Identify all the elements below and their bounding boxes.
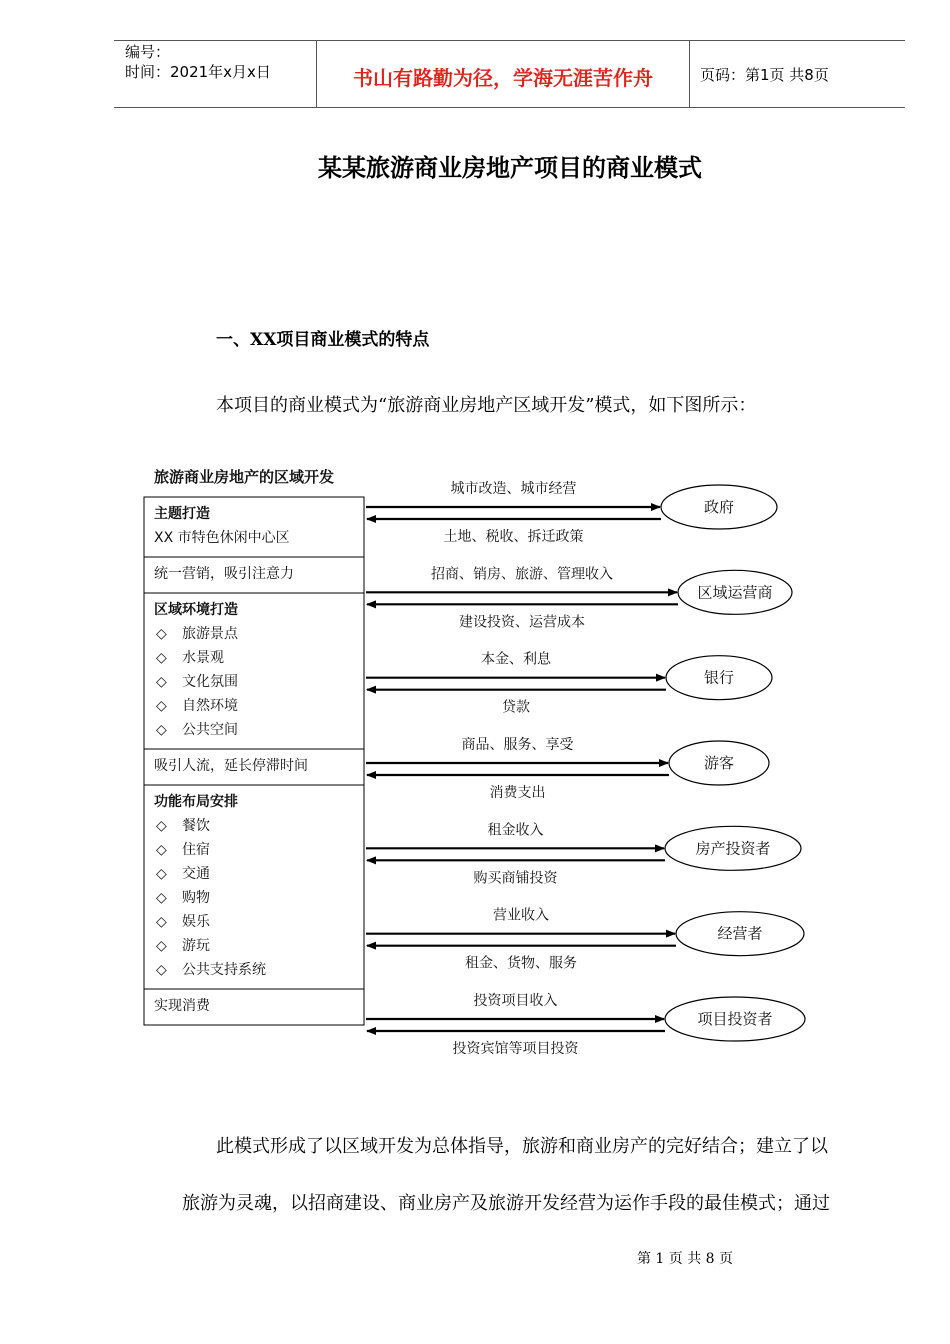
- party-group: [366, 907, 804, 972]
- page-info: 页码：第1页 共8页: [700, 66, 829, 84]
- left-box: [144, 497, 364, 1025]
- document-title: 某某旅游商业房地产项目的商业模式: [318, 153, 702, 182]
- box-section-heading: 区域环境打造: [154, 602, 238, 618]
- doc-date-label: 时间：2021年x月x日: [125, 63, 271, 81]
- party-group: [366, 480, 777, 545]
- party-name: 房产投资者: [695, 839, 771, 858]
- box-item: 餐饮: [182, 818, 210, 834]
- party-group: [366, 736, 769, 801]
- box-item: 公共空间: [182, 722, 238, 738]
- diamond-bullet-icon: ◇: [156, 842, 167, 858]
- box-item: 公共支持系统: [182, 962, 266, 978]
- party-name: 经营者: [717, 924, 763, 943]
- box-item: 旅游景点: [182, 626, 238, 642]
- party-name: 区域运营商: [697, 583, 773, 602]
- box-item: 购物: [182, 890, 210, 906]
- relations: [366, 480, 805, 1057]
- box-section-heading: 主题打造: [154, 506, 210, 522]
- party-name: 政府: [703, 498, 735, 516]
- outgoing-flow-label: 投资项目收入: [473, 993, 558, 1009]
- party-group: [366, 821, 801, 886]
- party-group: [366, 992, 805, 1057]
- diamond-bullet-icon: ◇: [156, 722, 167, 738]
- incoming-flow-label: 建设投资、运营成本: [459, 614, 585, 631]
- intro-paragraph: 本项目的商业模式为“旅游商业房地产区域开发”模式，如下图所示：: [216, 395, 757, 416]
- diamond-bullet-icon: ◇: [156, 626, 167, 642]
- party-group: [366, 651, 772, 716]
- box-item: 游玩: [182, 938, 210, 954]
- box-item: 自然环境: [182, 698, 238, 714]
- diamond-bullet-icon: ◇: [156, 818, 167, 834]
- incoming-flow-label: 购买商铺投资: [473, 870, 558, 887]
- incoming-flow-label: 贷款: [502, 699, 530, 716]
- conclusion-line-1: 此模式形成了以区域开发为总体指导，旅游和商业房产的完好结合；建立了以: [216, 1136, 828, 1157]
- incoming-flow-label: 租金、货物、服务: [465, 955, 577, 972]
- section-heading: 一、XX项目商业模式的特点: [216, 330, 430, 350]
- outgoing-flow-label: 城市改造、城市经营: [450, 481, 577, 497]
- party-name: 项目投资者: [697, 1010, 773, 1028]
- box-section-heading: 功能布局安排: [154, 794, 238, 810]
- diagram-title: 旅游商业房地产的区域开发: [154, 468, 335, 486]
- diamond-bullet-icon: ◇: [156, 866, 167, 882]
- diamond-bullet-icon: ◇: [156, 914, 167, 930]
- incoming-flow-label: 消费支出: [489, 785, 546, 801]
- outgoing-flow-label: 招商、销房、旅游、管理收入: [431, 566, 613, 583]
- page-footer: 第 1 页 共 8 页: [636, 1251, 734, 1267]
- outgoing-flow-label: 租金收入: [487, 822, 544, 839]
- box-item: 娱乐: [182, 914, 210, 930]
- diamond-bullet-icon: ◇: [156, 890, 167, 906]
- diamond-bullet-icon: ◇: [156, 938, 167, 954]
- box-item: 实现消费: [154, 998, 210, 1014]
- incoming-flow-label: 投资宾馆等项目投资: [452, 1041, 579, 1057]
- box-item: 文化氛围: [182, 674, 238, 690]
- incoming-flow-label: 土地、税收、拆迁政策: [443, 529, 584, 545]
- diamond-bullet-icon: ◇: [156, 674, 167, 690]
- party-group: [366, 565, 792, 630]
- party-name: 银行: [703, 668, 735, 687]
- outgoing-flow-label: 商品、服务、享受: [461, 737, 574, 753]
- diamond-bullet-icon: ◇: [156, 650, 167, 666]
- header-motto: 书山有路勤为径，学海无涯苦作舟: [353, 66, 653, 90]
- doc-number-label: 编号：: [125, 43, 171, 61]
- box-item: 水景观: [182, 650, 224, 666]
- conclusion-line-2: 旅游为灵魂，以招商建设、商业房产及旅游开发经营为运作手段的最佳模式；通过: [182, 1193, 830, 1214]
- box-item: XX 市特色休闲中心区: [154, 530, 290, 546]
- outgoing-flow-label: 营业收入: [493, 907, 549, 924]
- party-name: 游客: [703, 754, 735, 772]
- box-item: 统一营销，吸引注意力: [154, 566, 294, 582]
- outgoing-flow-label: 本金、利息: [481, 651, 551, 668]
- box-item: 吸引人流，延长停滞时间: [154, 758, 308, 774]
- box-item: 交通: [182, 866, 210, 882]
- box-item: 住宿: [182, 842, 210, 858]
- diamond-bullet-icon: ◇: [156, 962, 167, 978]
- diamond-bullet-icon: ◇: [156, 698, 167, 714]
